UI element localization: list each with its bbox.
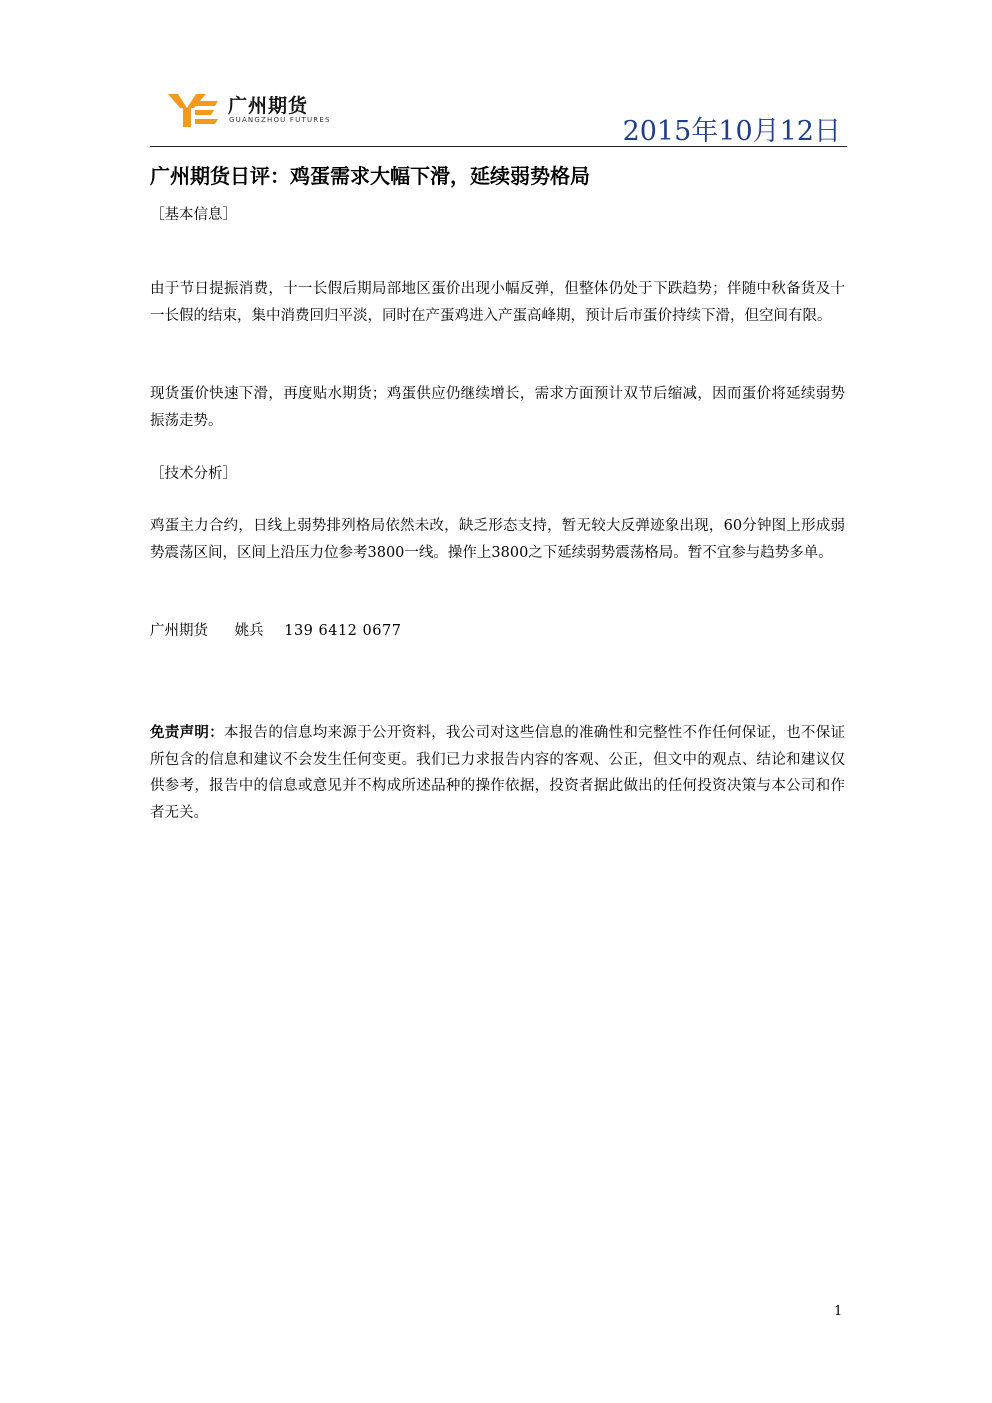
analyst-contact (150, 619, 401, 640)
logo-chinese-name: 广州期货 (228, 95, 309, 117)
yf-logo-icon (168, 91, 220, 129)
logo-english-name: GUANGZHOU FUTURES (229, 116, 331, 124)
basic-info-paragraph-2: 现货蛋价快速下滑，再度贴水期货；鸡蛋供应仍继续增长，需求方面预计双节后缩减，因而蛋价将延续弱势振荡走势。 (150, 386, 845, 429)
disclaimer-text: 本报告的信息均来源于公开资料，我公司对这些信息的准确性和完整性不作任何保证，也不保证所包含的信息和建议不会发生任何变更。我们已力求报告内容的客观、公正，但文中的观点、结论和建议仅供参考，报告中的信息或意见并不构成所述品种的操作依据，投资者据此做出的任何投资决策与本公司和作者无关。 (150, 725, 845, 821)
disclaimer-label: 免责声明： (150, 724, 224, 741)
disclaimer (150, 720, 845, 826)
technical-analysis-paragraph: 鸡蛋主力合约，日线上弱势排列格局依然未改，缺乏形态支持，暂无较大反弹迹象出现，60分钟图上形成弱势震荡区间，区间上沿压力位参考3800一线。操作上3800之下延续弱势震荡格局。暂不宜参与趋势多单。 (150, 518, 845, 561)
technical-analysis-heading: ［技术分析］ (150, 466, 237, 482)
basic-info-paragraph-1: 由于节日提振消费，十一长假后期局部地区蛋价出现小幅反弹，但整体仍处于下跌趋势；伴随中秋备货及十一长假的结束，集中消费回归平淡，同时在产蛋鸡进入产蛋高峰期，预计后市蛋价持续下滑，但空间有限。 (150, 281, 845, 324)
report-date: 2015年10月12日 (622, 116, 841, 147)
contact-company: 广州期货 (150, 623, 208, 639)
basic-info-heading: ［基本信息］ (150, 207, 237, 223)
report-title: 广州期货日评：鸡蛋需求大幅下滑，延续弱势格局 (150, 164, 590, 188)
contact-phone: 139 6412 0677 (284, 623, 402, 639)
company-logo (168, 89, 368, 134)
page-header (150, 84, 847, 147)
contact-name: 姚兵 (234, 623, 264, 639)
page-number: 1 (834, 1304, 843, 1319)
